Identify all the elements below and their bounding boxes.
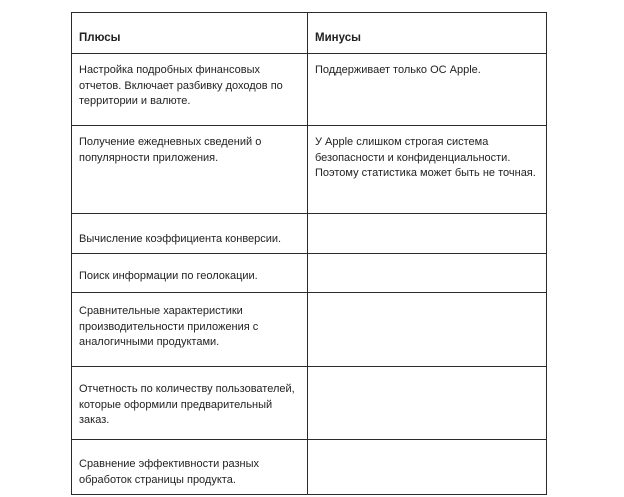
pros-cons-table xyxy=(71,12,547,495)
cons-text xyxy=(308,293,546,304)
cons-text xyxy=(308,440,546,457)
cons-cell xyxy=(308,440,547,495)
cons-text: У Apple слишком строгая система безопасности и конфиденциальности. Поэтому статистика может быть не точная. xyxy=(315,136,536,180)
pros-cell xyxy=(72,293,308,367)
pros-cell xyxy=(72,254,308,293)
pros-cell xyxy=(72,440,308,495)
cons-cell xyxy=(308,54,547,126)
header-cell-cons xyxy=(308,13,547,54)
pros-text: Сравнительные характеристики производительности приложения с аналогичными продуктами. xyxy=(79,305,259,349)
table-header-row xyxy=(72,13,547,54)
table-row xyxy=(72,126,547,214)
table-row xyxy=(72,214,547,254)
cons-text: Поддерживает только ОС Apple. xyxy=(315,64,481,76)
pros-text: Сравнение эффективности разных обработок страницы продукта. xyxy=(79,458,259,486)
table-row xyxy=(72,254,547,293)
cons-cell xyxy=(308,214,547,254)
table-row xyxy=(72,440,547,495)
cons-text xyxy=(308,254,546,269)
pros-text: Поиск информации по геолокации. xyxy=(79,270,258,282)
pros-cell xyxy=(72,367,308,440)
pros-text: Отчетность по количеству пользователей, которые оформили предварительный заказ. xyxy=(79,383,295,427)
table-row xyxy=(72,54,547,126)
cons-cell xyxy=(308,367,547,440)
cons-text xyxy=(308,367,546,382)
pros-cell xyxy=(72,126,308,214)
cons-text xyxy=(308,214,546,232)
pros-text: Вычисление коэффициента конверсии. xyxy=(79,233,282,245)
pros-text: Получение ежедневных сведений о популярности приложения. xyxy=(79,136,262,164)
cons-cell xyxy=(308,254,547,293)
pros-cell xyxy=(72,54,308,126)
cons-cell xyxy=(308,126,547,214)
table-row xyxy=(72,293,547,367)
table-row xyxy=(72,367,547,440)
header-cons-label: Минусы xyxy=(315,32,361,44)
cons-cell xyxy=(308,293,547,367)
pros-text: Настройка подробных финансовых отчетов. Включает разбивку доходов по территории и валюте. xyxy=(79,64,283,108)
pros-cell xyxy=(72,214,308,254)
header-cell-pros xyxy=(72,13,308,54)
header-pros-label: Плюсы xyxy=(79,32,121,44)
